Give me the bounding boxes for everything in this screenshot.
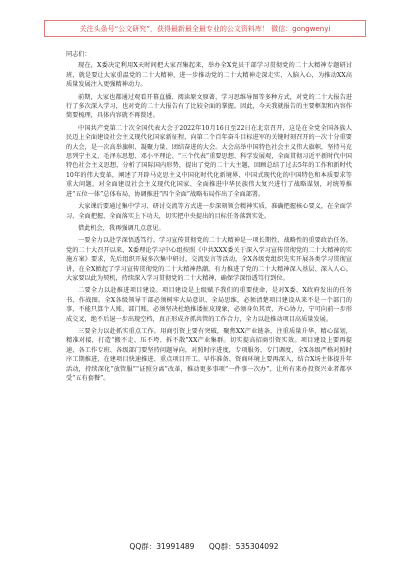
paragraph: 三要全力以赴抓实重点工作。用商引资上要有突破，聚焦XX产业链条，注重质量升华，精心谋划，精准对接，打造“搬不走、压不垮、拆不散”XX产业集群。切实提高招商引资实效。项目建设上要再提速，各工作专班、各级部门要坚持问题导向，对照时序进度，专项服务，专门调度，全X各级严格对照时序工期推进，在建项目快速推进、重点项目开工。早作准备、资商环境上要再深入，结合X场主体提升年活动，持续深化“放管服”“证照分离”改革，推动更多事项“一件事一次办”，让所有来办投资兴业者都享受“五有套餐”。 bbox=[66, 327, 352, 382]
qq-group-1-number: 31991489 bbox=[156, 542, 195, 551]
promo-banner-text: 关注头条号“公文研究”，获得最新最全最专业的公文资料库！ 微信：gongwenyi bbox=[79, 24, 331, 33]
paragraph: 中国共产党第二十次全国代表大会于2022年10月16日至22日在北京召开，这是在全党全国各族人民迈上全面建设社会主义现代化国家新征程、向第二个百年奋斗目标进军的关键时刻召开的一次十分重要的大会，是一次高举旗帜、凝聚力量、团结奋进的大会。大会高举中国特色社会主义伟大旗帜，坚持马克思列宁主义、毛泽东思想、邓小平理论、“三个代表”重要思想、科学发展观，全面贯彻习近平新时代中国特色社会主义思想，分析了国际国内形势，提出了党的二十大主题，回顾总结了过去5年的工作和新时代10年的伟大变革，阐述了开辟马克思主义中国化时代化新境界、中国式现代化的中国特色和本质要求等重大问题，对全面建设社会主义现代化国家、全面推进中华民族伟大复兴进行了战略谋划，对统筹推进“五位一体”总体布局、协调推进“四个全面”战略布局作出了全面部署。 bbox=[66, 124, 352, 198]
qq-group-1-label: QQ群： bbox=[129, 542, 157, 551]
paragraph: 大家课后要通过集中学习、研讨交流等方式进一步深刻领会精神实质，准确把握核心要义，在全面学习、全面把握、全面落实上下功夫，切实把中央提出的目标任务落到实处。 bbox=[66, 203, 352, 220]
footer-separator bbox=[194, 542, 208, 551]
salutation: 同志们： bbox=[66, 51, 91, 58]
qq-group-2-number: 535304092 bbox=[235, 542, 279, 551]
document-body bbox=[66, 50, 352, 386]
qq-group-2-label: QQ群： bbox=[208, 542, 236, 551]
paragraph: 现在，X委决定利用X天时间把大家召集起来，举办全X党员干部学习贯彻党的二十大精神专题研讨班，就是要让大家重温党的二十大精神，进一步推动党的二十大精神走深走实、入脑入心，为推动XX高质量发展注入更强精神动力。 bbox=[66, 62, 352, 89]
paragraph: 借此机会，我再强调几点意见。 bbox=[78, 224, 165, 232]
promo-banner bbox=[44, 20, 366, 37]
paragraph: 二要全力以赴推进项目建设。项目建设是上级赋予我们的重要使命，是对X委、X政府发出的任务书、作战图。全X各级领导干部必须树牢大局意识、全局思维，必须清楚项目建设从来不是一个部门的事，不能只算个人账、部门账，必须坚决杜绝推诿扯皮现象，必须身负其责、齐心协力，宁可向前一步形成交叉，绝不后退一步出现空档，真正形成齐抓共管的工作合力，全力以赴推动项目高质量发展。 bbox=[66, 287, 352, 323]
paragraph: 前期，大家也都通过观看开幕直播、阅读原文原著、学习思维导图等多种方式，对党的二十大报告进行了多次深入学习，也对党的二十大报告有了比较全面的掌握。因此，今天我就报告的主要框架和内容作简要梳理，具体内容就不再赘述。 bbox=[66, 93, 352, 120]
footer-contact bbox=[0, 541, 408, 552]
paragraph: 一要全力以赴学深悟透笃行。学习宣传贯彻党的二十大精神是一项长期性、战略性的重要政治任务。党的二十大召开以来，X委理论学习中心组按照《中共XXX委关于深入学习宣传贯彻党的二十大精神的实施方案》要求，先后组织开展多次集中研讨、交流发言等活动，全X各级党组织先实开展各类学习贯彻宣讲，在全X掀起了学习宣传贯彻党的二十大精神热潮。有力推进了党的二十大精神深入基层、深入人心。大家要以此为契机，持续深入学习贯彻党的二十大精神，确保学深悟透笃行到位。 bbox=[66, 237, 352, 282]
